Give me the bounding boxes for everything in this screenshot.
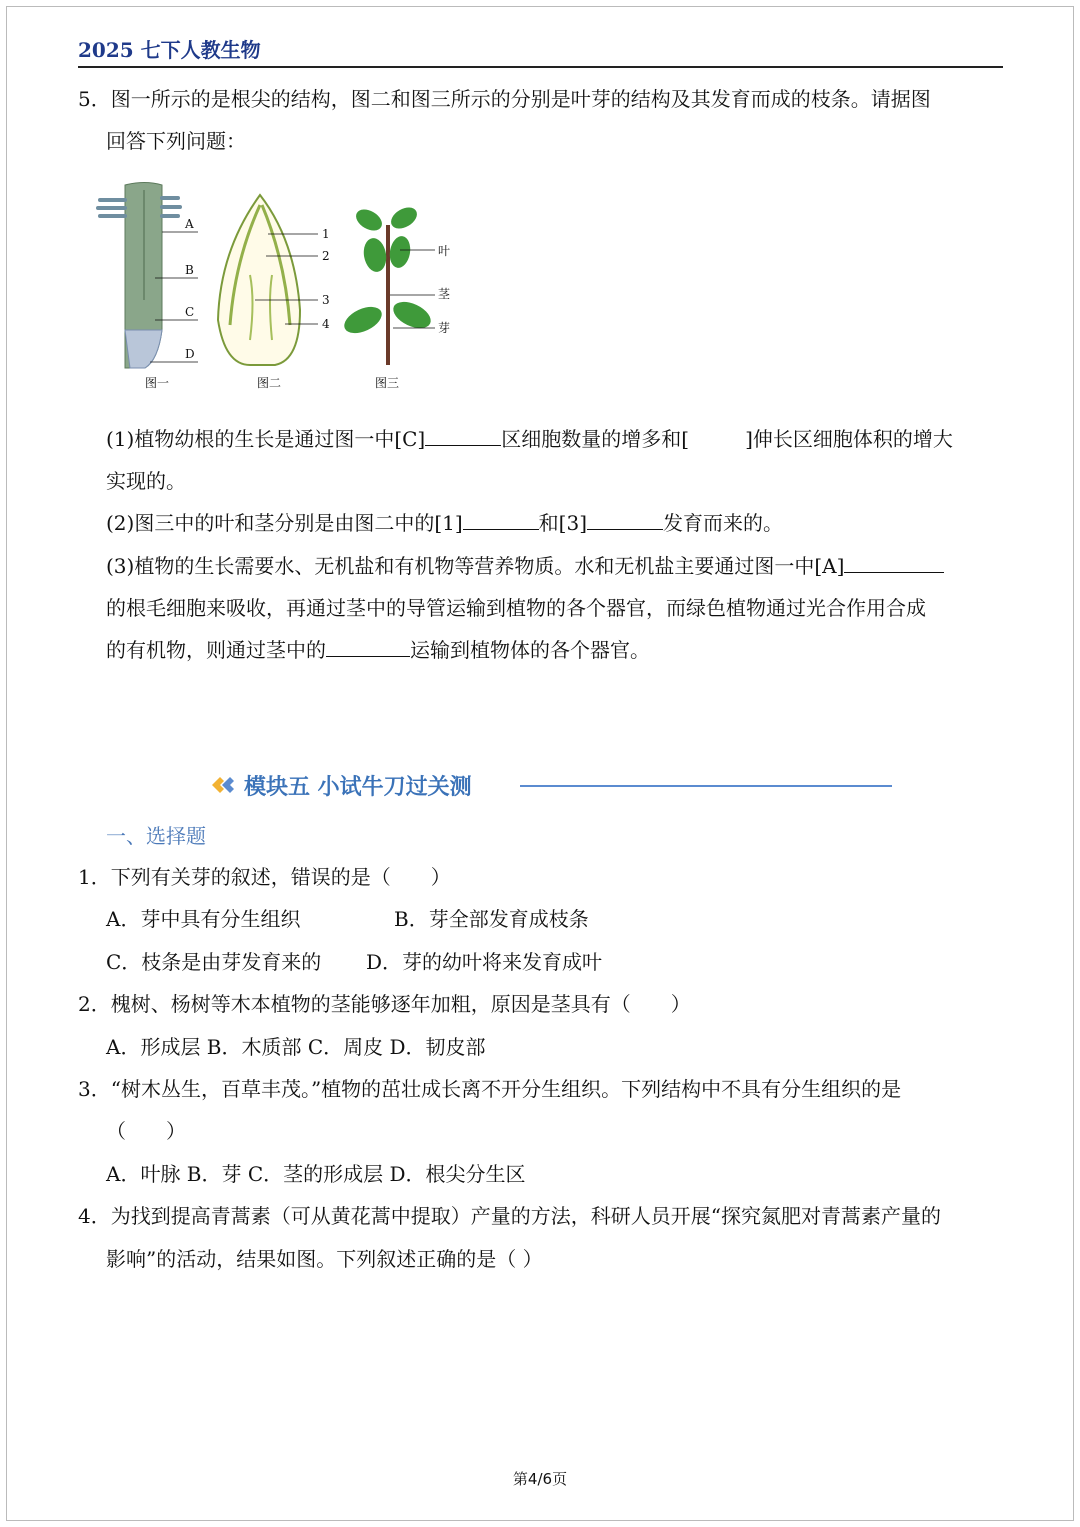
q5-sub2 <box>106 508 783 538</box>
answer-blank[interactable] <box>844 552 944 573</box>
q5-sub1-line1 <box>106 424 953 454</box>
root-tip-drawing <box>98 183 198 369</box>
q5-line1: 5．图一所示的是根尖的结构，图二和图三所示的分别是叶芽的结构及其发育而成的枝条。请据图 <box>78 87 931 111</box>
leaf-bud-drawing <box>218 195 318 365</box>
question-4-line2: 影响”的活动，结果如图。下列叙述正确的是（ ） <box>106 1247 543 1271</box>
question-3: 3．“树木丛生，百草丰茂。”植物的茁壮成长离不开分生组织。下列结构中不具有分生组织的是 <box>78 1077 902 1101</box>
q5-sub3-text-c: 的有机物，则通过茎中的 <box>106 638 326 662</box>
fig1-caption: 图一 <box>145 376 170 390</box>
page-number: 第4/6页 <box>512 1470 568 1488</box>
fig3-caption: 图三 <box>375 376 400 390</box>
q5-sub1-line2: 实现的。 <box>106 469 186 493</box>
fig2-label-3: 3 <box>322 293 330 307</box>
q5-sub1-text-c: ]伸长区细胞体积的增大 <box>745 427 953 451</box>
double-chevron-icon <box>210 774 240 796</box>
question-1-option-a[interactable]: A．芽中具有分生组织 <box>106 907 301 931</box>
q5-sub3-line1 <box>106 551 944 581</box>
answer-blank[interactable] <box>425 425 501 446</box>
page-header: 2025 七下人教生物 <box>78 36 1003 68</box>
q5-sub3-line3 <box>106 635 650 665</box>
q5-sub1-text-b: 区细胞数量的增多和[ <box>501 427 690 451</box>
answer-blank[interactable] <box>326 636 410 657</box>
root-bud-figure <box>90 180 470 395</box>
module-heading <box>210 768 900 804</box>
answer-blank[interactable] <box>463 509 539 530</box>
question-1: 1．下列有关芽的叙述，错误的是（ ） <box>78 865 451 889</box>
question-1-option-d[interactable]: D．芽的幼叶将来发育成叶 <box>366 950 603 974</box>
fig2-label-2: 2 <box>322 249 330 263</box>
section-label: 一、选择题 <box>106 824 206 848</box>
question-3-paren: （ ） <box>106 1119 186 1143</box>
fig2-label-1: 1 <box>322 227 330 241</box>
q5-sub2-text-a: (2)图三中的叶和茎分别是由图二中的[1] <box>106 511 463 535</box>
q5-sub1-text-a: (1)植物幼根的生长是通过图一中[C] <box>106 427 426 451</box>
q5-sub2-text-c: 发育而来的。 <box>663 511 784 535</box>
q5-sub3-line2: 的根毛细胞来吸收，再通过茎中的导管运输到植物的各个器官，而绿色植物通过光合作用合成 <box>106 596 926 620</box>
q5-sub3-text-a: (3)植物的生长需要水、无机盐和有机物等营养物质。水和无机盐主要通过图一中[A] <box>106 554 845 578</box>
q5-sub3-text-d: 运输到植物体的各个器官。 <box>410 638 650 662</box>
fig1-label-d: D <box>185 347 195 361</box>
question-4-line1: 4．为找到提高青蒿素（可从黄花蒿中提取）产量的方法，科研人员开展“探究氮肥对青蒿素产量的 <box>78 1204 941 1228</box>
fig1-label-b: B <box>185 263 194 277</box>
question-2-options[interactable]: A．形成层 B．木质部 C．周皮 D．韧皮部 <box>106 1035 486 1059</box>
q5-sub2-text-b: 和[3] <box>538 511 588 535</box>
fig3-label-bud: 芽 <box>438 321 451 335</box>
module-divider <box>520 785 892 787</box>
question-1-option-c[interactable]: C．枝条是由芽发育来的 <box>106 950 322 974</box>
fig1-label-c: C <box>185 305 195 319</box>
question-3-options[interactable]: A．叶脉 B．芽 C．茎的形成层 D．根尖分生区 <box>106 1162 526 1186</box>
fig2-caption: 图二 <box>257 376 282 390</box>
fig3-label-stem: 茎 <box>438 287 451 301</box>
answer-blank[interactable] <box>587 509 663 530</box>
question-1-option-b[interactable]: B．芽全部发育成枝条 <box>394 907 589 931</box>
module-title: 模块五 小试牛刀过关测 <box>244 775 472 800</box>
fig1-label-a: A <box>185 217 194 231</box>
branch-drawing <box>340 203 435 365</box>
fig3-label-leaf: 叶 <box>438 244 451 258</box>
question-2: 2．槐树、杨树等木本植物的茎能够逐年加粗，原因是茎具有（ ） <box>78 992 691 1016</box>
fig2-label-4: 4 <box>322 317 330 331</box>
q5-line2: 回答下列问题： <box>106 129 246 153</box>
